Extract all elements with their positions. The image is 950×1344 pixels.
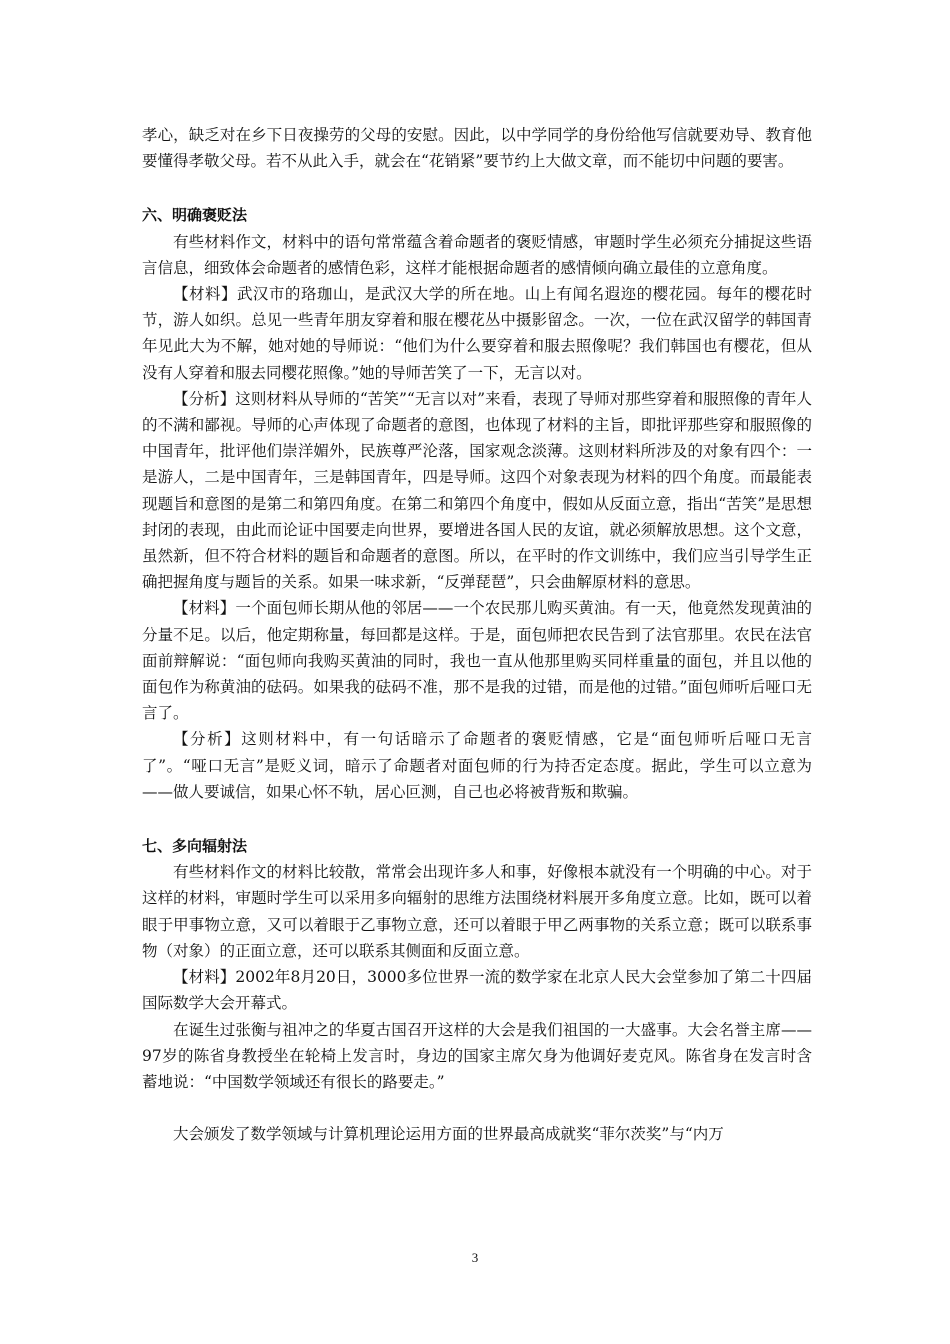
section-heading-6: 六、明确褒贬法: [142, 206, 248, 225]
paragraph-analysis-1: 【分析】这则材料从导师的“苦笑”“无言以对”来看，表现了导师对那些穿着和服照像的青年人的不满和鄙视。导师的心声体现了命题者的意图，也体现了材料的主旨，即批评那些穿和服照像的中国青年，批评他们崇洋媚外，民族尊严沦落，国家观念淡薄。这则材料所涉及的对象有四个：一是游人，二是中国青年，三是韩国青年，四是导师。这四个对象表现为材料的四个角度。而最能表现题旨和意图的是第二和第四角度。在第二和第四个角度中，假如从反面立意，指出“苦笑”是思想封闭的表现，由此而论证中国要走向世界，要增进各国人民的友谊，就必须解放思想。这个文意，虽然新，但不符合材料的题旨和命题者的意图。所以，在平时的作文训练中，我们应当引导学生正确把握角度与题旨的关系。如果一味求新，“反弹琵琶”，只会曲解原材料的意思。: [142, 389, 812, 592]
paragraph-material-1: 【材料】武汉市的珞珈山，是武汉大学的所在地。山上有闻名遐迩的樱花园。每年的樱花时节，游人如织。总见一些青年朋友穿着和服在樱花丛中摄影留念。一次，一位在武汉留学的韩国青年见此大为不解，她对她的导师说：“他们为什么要穿着和服去照像呢？我们韩国也有樱花，但从没有人穿着和服去同樱花照像。”她的导师苦笑了一下，无言以对。: [142, 285, 812, 382]
document-body: [142, 122, 812, 1147]
section-heading-7: 七、多向辐射法: [142, 837, 248, 856]
paragraph-analysis-2: 【分析】这则材料中，有一句话暗示了命题者的褒贬情感，它是“面包师听后哑口无言了”。“哑口无言”是贬义词，暗示了命题者对面包师的行为持否定态度。据此，学生可以立意为——做人要诚信，如果心怀不轨，居心叵测，自己也必将被背叛和欺骗。: [142, 730, 812, 801]
paragraph-intro-7: 有些材料作文的材料比较散，常常会出现许多人和事，好像根本就没有一个明确的中心。对于这样的材料，审题时学生可以采用多向辐射的思维方法围绕材料展开多角度立意。比如，既可以着眼于甲事物立意，又可以着眼于乙事物立意，还可以着眼于甲乙两事物的关系立意；既可以联系事物（对象）的正面立意，还可以联系其侧面和反面立意。: [142, 863, 812, 960]
paragraph-continuation: 孝心，缺乏对在乡下日夜操劳的父母的安慰。因此，以中学同学的身份给他写信就要劝导、教育他要懂得孝敬父母。若不从此入手，就会在“花销紧”要节约上大做文章，而不能切中问题的要害。: [142, 126, 812, 171]
paragraph-material-2: 【材料】一个面包师长期从他的邻居——一个农民那儿购买黄油。有一天，他竟然发现黄油的分量不足。以后，他定期称量，每回都是这样。于是，面包师把农民告到了法官那里。农民在法官面前辩解说：“面包师向我购买黄油的同时，我也一直从他那里购买同样重量的面包，并且以他的面包作为称黄油的砝码。如果我的砝码不准，那不是我的过错，而是他的过错。”面包师听后哑口无言了。: [142, 599, 812, 723]
page-number: 3: [471, 1250, 479, 1265]
paragraph-material-3-cont-2: 大会颁发了数学领域与计算机理论运用方面的世界最高成就奖“菲尔茨奖”与“内万: [173, 1125, 724, 1144]
paragraph-intro-6: 有些材料作文，材料中的语句常常蕴含着命题者的褒贬情感，审题时学生必须充分捕捉这些语言信息，细致体会命题者的感情色彩，这样才能根据命题者的感情倾向确立最佳的立意角度。: [142, 232, 812, 277]
paragraph-material-3-cont: 在诞生过张衡与祖冲之的华夏古国召开这样的大会是我们祖国的一大盛事。大会名誉主席——97岁的陈省身教授坐在轮椅上发言时，身边的国家主席欠身为他调好麦克风。陈省身在发言时含蓄地说：“中国数学领域还有很长的路要走。”: [142, 1020, 812, 1091]
paragraph-material-3: 【材料】2002年8月20日，3000多位世界一流的数学家在北京人民大会堂参加了第二十四届国际数学大会开幕式。: [142, 968, 812, 1013]
